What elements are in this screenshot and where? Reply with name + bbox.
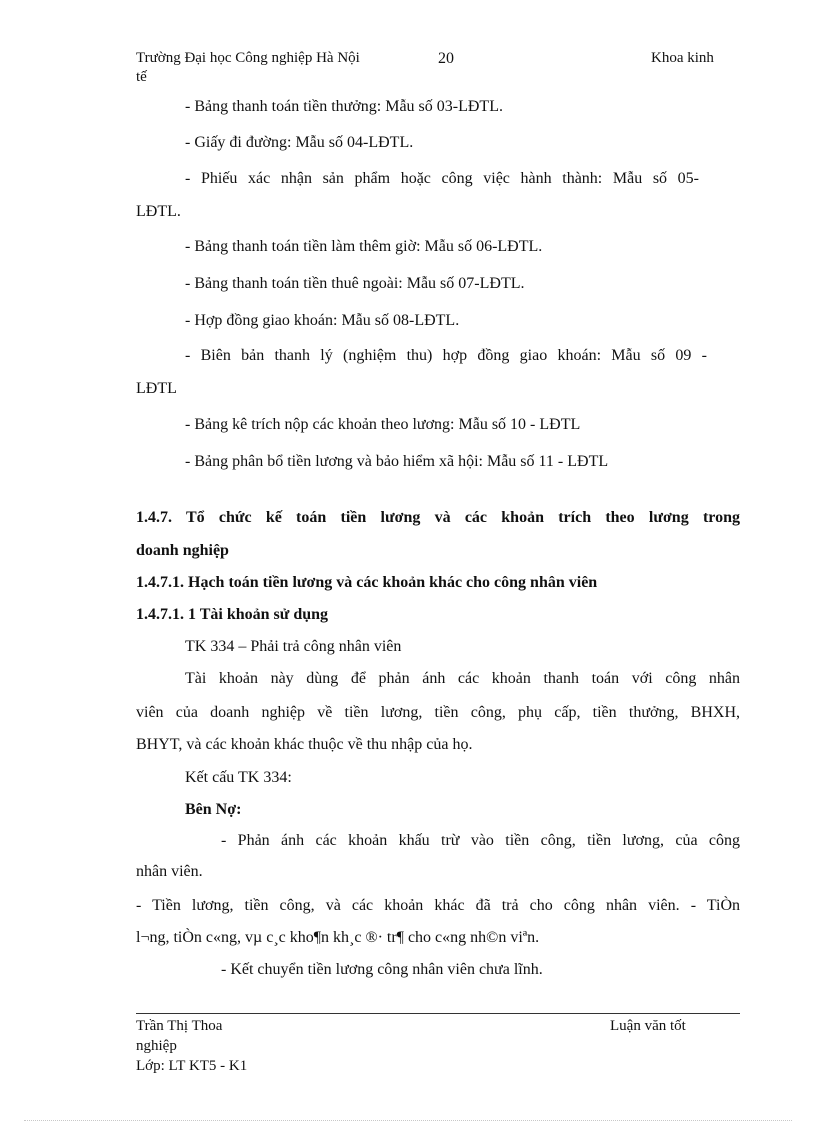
- footer-author-cont: nghiệp: [136, 1038, 177, 1054]
- footer-author: Trần Thị Thoa: [136, 1018, 223, 1034]
- form-item: - Bảng thanh toán tiền thuê ngoài: Mẫu số 07-LĐTL.: [185, 275, 525, 292]
- form-item: - Biên bản thanh lý (nghiệm thu) hợp đồng giao khoán: Mẫu số 09 -: [185, 347, 707, 364]
- header-faculty-cont: tế: [136, 69, 147, 85]
- debit-item-cont: nhân viên.: [136, 863, 203, 880]
- account-title: TK 334 – Phải trả công nhân viên: [185, 638, 402, 655]
- form-item: - Hợp đồng giao khoán: Mẫu số 08-LĐTL.: [185, 312, 460, 329]
- form-item: - Phiếu xác nhận sản phẩm hoặc công việc hành thành: Mẫu số 05-: [185, 170, 699, 187]
- header-faculty: Khoa kinh: [651, 50, 714, 66]
- debit-item: - Tiền lương, tiền công, và các khoản khác đã trả cho công nhân viên. - TiÒn: [136, 897, 740, 914]
- page-number: 20: [438, 50, 454, 67]
- debit-item: - Kết chuyển tiền lương công nhân viên chưa lĩnh.: [221, 961, 543, 978]
- header-school: Trường Đại học Công nghiệp Hà Nội: [136, 50, 360, 66]
- form-item: - Bảng phân bổ tiền lương và bảo hiểm xã hội: Mẫu số 11 - LĐTL: [185, 453, 609, 470]
- form-item: - Giấy đi đường: Mẫu số 04-LĐTL.: [185, 134, 414, 151]
- form-item-cont: LĐTL: [136, 380, 177, 397]
- debit-side-heading: Bên Nợ:: [185, 801, 242, 818]
- section-heading-1-4-7-1-1: 1.4.7.1. 1 Tài khoản sử dụng: [136, 606, 329, 623]
- section-heading-1-4-7-cont: doanh nghiệp: [136, 542, 229, 559]
- footer-class: Lớp: LT KT5 - K1: [136, 1058, 248, 1074]
- section-heading-1-4-7-1: 1.4.7.1. Hạch toán tiền lương và các khoản khác cho công nhân viên: [136, 574, 598, 591]
- section-heading-1-4-7: 1.4.7. Tổ chức kế toán tiền lương và các khoản trích theo lương trong: [136, 509, 740, 526]
- desc-line: Tài khoản này dùng để phản ánh các khoản thanh toán với công nhân: [185, 670, 740, 687]
- form-item: - Bảng kê trích nộp các khoản theo lương: Mẫu số 10 - LĐTL: [185, 416, 581, 433]
- form-item: - Bảng thanh toán tiền làm thêm giờ: Mẫu số 06-LĐTL.: [185, 238, 543, 255]
- desc-line: BHYT, và các khoản khác thuộc về thu nhập của họ.: [136, 736, 473, 753]
- footer-thesis: Luận văn tốt: [610, 1018, 686, 1034]
- structure-label: Kết cấu TK 334:: [185, 769, 292, 786]
- page-bottom-border: [24, 1120, 792, 1121]
- desc-line: viên của doanh nghiệp về tiền lương, tiền công, phụ cấp, tiền thưởng, BHXH,: [136, 704, 740, 721]
- form-item-cont: LĐTL.: [136, 203, 181, 220]
- debit-item: - Phản ánh các khoản khấu trừ vào tiền công, tiền lương, của công: [221, 832, 740, 849]
- debit-item-cont: l¬ng, tiÒn c«ng, vµ c¸c kho¶n kh¸c ®· tr¶ cho c«ng nh©n viªn.: [136, 929, 540, 946]
- footer-rule: [136, 1013, 740, 1014]
- form-item: - Bảng thanh toán tiền thưởng: Mẫu số 03-LĐTL.: [185, 98, 503, 115]
